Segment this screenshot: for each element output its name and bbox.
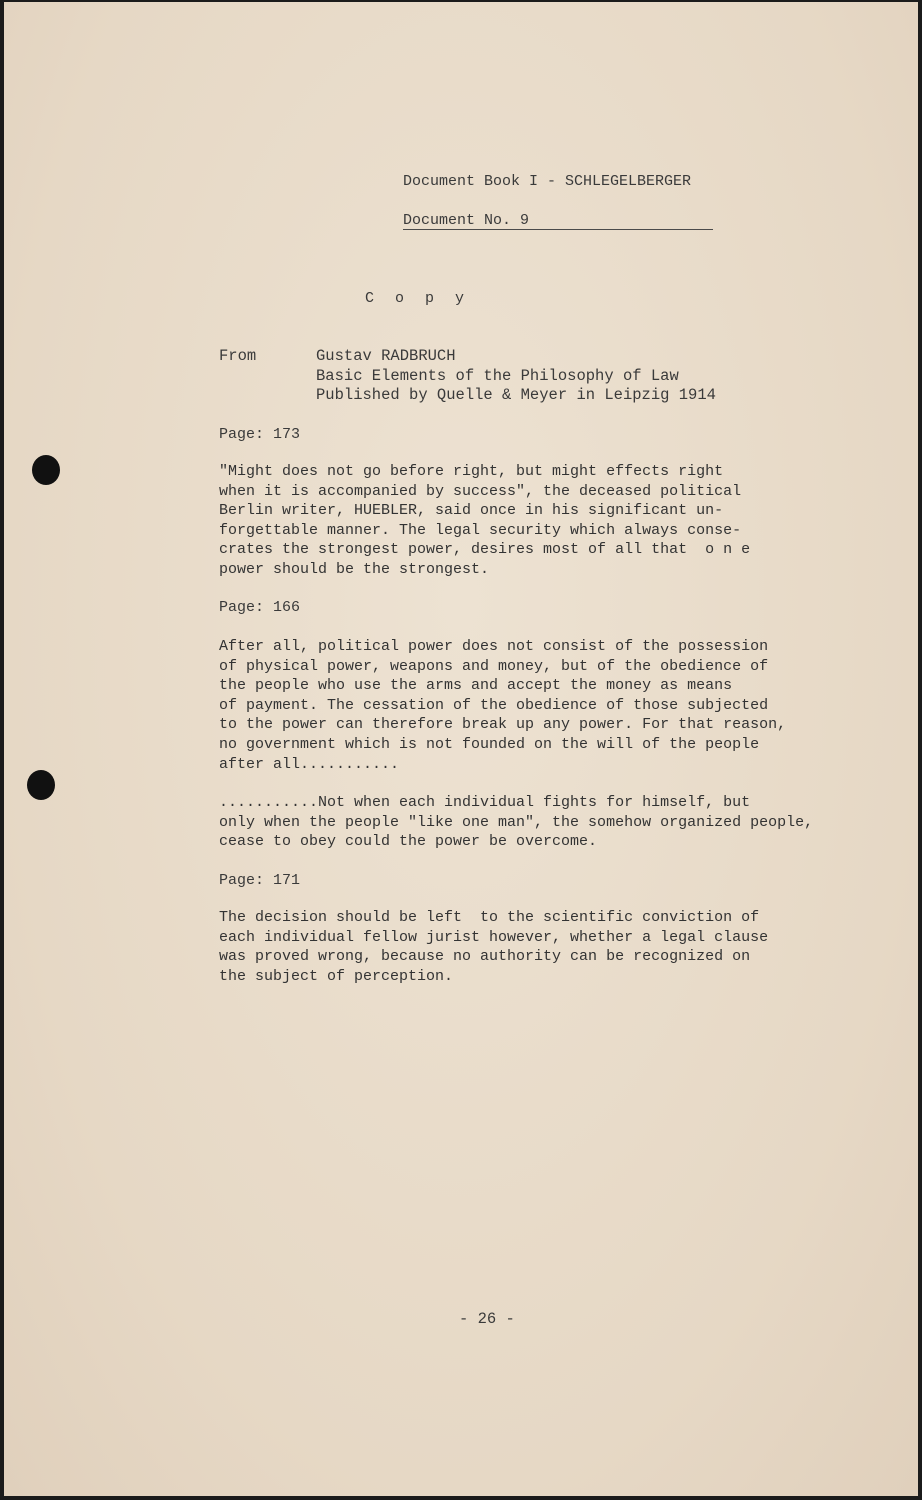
quote-paragraph-166: After all, political power does not consist of the possession of physical power, weapons and money, but of the obedience of the people who use the arms and accept the money as means of payment. The cessation of the obedience of those subjected to the power can therefore break up any power. For that reason, no government which is not founded on the will of the people after all........... (219, 638, 787, 773)
quote-paragraph-166-continued: ...........Not when each individual fights for himself, but only when the people "like one man", the somehow organized people, cease to obey could the power be overcome. (219, 794, 814, 851)
quote-paragraph-173: "Might does not go before right, but might effects right when it is accompanied by success", the deceased political Berlin writer, HUEBLER, said once in his significant un- forgettable manner. The legal security which always conse- crates the strongest power, desires most of all that o n e power should be the strongest. (219, 463, 751, 578)
document-page (4, 2, 918, 1496)
quote-paragraph-171: The decision should be left to the scientific conviction of each individual fellow jurist however, whether a legal clause was proved wrong, because no authority can be recognized on the subject of perception. (219, 909, 769, 985)
header-underline (403, 229, 713, 230)
page-number: - 26 - (459, 1310, 515, 1328)
copy-label: C o p y (365, 290, 471, 307)
source-author: Gustav RADBRUCH (316, 347, 456, 365)
punch-hole-top (32, 455, 60, 485)
document-number: Document No. 9 (403, 212, 530, 229)
punch-hole-bottom (27, 770, 55, 800)
page-label-171: Page: 171 (219, 872, 301, 889)
page-label-166: Page: 166 (219, 599, 301, 616)
from-label: From (219, 347, 257, 365)
source-title: Basic Elements of the Philosophy of Law (316, 366, 679, 385)
page-label-173: Page: 173 (219, 426, 301, 443)
source-publisher: Published by Quelle & Meyer in Leipzig 1914 (316, 386, 716, 404)
source-block (316, 347, 716, 406)
document-book-header: Document Book I - SCHLEGELBERGER (403, 173, 692, 190)
